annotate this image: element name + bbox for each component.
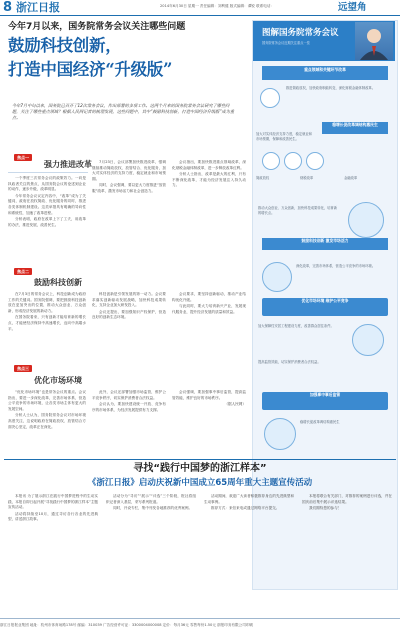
- money-icon: [284, 152, 302, 170]
- document-icon: [260, 88, 280, 108]
- block-title: 鼓励科技创新 激发市场活力: [262, 238, 388, 250]
- paragraph: 同时，开设专栏，集中刊发各地推荐的优秀案例。: [113, 506, 193, 511]
- lead-paragraph: 今年7月中旬以来，国务院已召开了12次常务会议，作出部署的多项工作。这两个月来的国务院常务会议研究了哪些问题，关注了哪些重点领域？根据人民网记者的梳理发现，这些问题中，其中“鼓励科技创新，打造中国经济升级版”成为重点。: [12, 103, 235, 121]
- article-col3-section1: [172, 160, 246, 264]
- paragraph: 会议强调，要加强事中事后监管，提高监管效能，维护良好的市场秩序。: [172, 390, 246, 400]
- bottom-col-2: [106, 494, 196, 614]
- paragraph: 本报将联合有关部门，对推荐的案例进行评选，并在国庆前后集中展示评选结果。: [302, 494, 392, 504]
- paragraph: 今年常务会议议定内容中，“改革”成为了关键词，政府在放权简政、优化服务的同时，推进各类体制机制建设。这类举措具有明确的导向性和系统性，加速了改革进程。: [8, 193, 86, 215]
- article-col2-section1: [92, 160, 166, 264]
- scales-icon: [262, 262, 292, 292]
- block-text: 推动大众创业、万众创新，加快科技成果转化，培育新的增长点。: [258, 206, 338, 215]
- article-col1-section3: [8, 390, 86, 454]
- bottom-divider: [4, 459, 396, 460]
- block-text: 加大保障性安居工程建设力度，改善群众居住条件。: [258, 324, 334, 328]
- article-col2-section2: [92, 292, 166, 362]
- headline-line-2: 打造中国经济“升级版”: [8, 60, 173, 79]
- paragraph: 本报讯 为了展示浙江在践行中国梦进程中的生动实践，本报自即日起开展“寻找践行中国梦的浙江样本”主题宣传活动。: [8, 494, 98, 510]
- divider: [8, 172, 88, 173]
- paragraph: 在国务院看来，只有创新才能培育新的增长点，才能使经济保持中高速增长，迈向中高端水平。: [8, 315, 86, 331]
- paragraph: 一个季度三次常务会议的政策效力。一向是执政者关注的焦点，从国务院会议的论述到企业的动作，逐步升级，改革明显。: [8, 176, 86, 192]
- bottom-subheadline: 《浙江日报》启动庆祝新中国成立65周年重大主题宣传活动: [87, 478, 313, 488]
- section-title-3: 优化市场环境: [34, 376, 82, 385]
- paragraph: 活动将持续至10月，通过寻访各行各业的先进典型，讲述浙江故事。: [8, 511, 98, 522]
- footer-strip: 浙江日报报业集团 地址：杭州市体育场路178号 邮编：310039 广告经营许可证：3300004000008 定价：每月36元 零售每份1.50元 浙报印务有限公司印刷: [0, 618, 400, 631]
- block-title: 稳增长促改革调结构惠民生: [322, 122, 388, 134]
- article-col1-section1: [8, 176, 86, 264]
- paragraph: 会议认为，要加快建设统一开放、竞争有序的市场体系，为经济发展提供有力支撑。: [92, 402, 166, 412]
- headline-line-1: 鼓励科技创新，: [8, 36, 122, 55]
- portrait-image: [355, 22, 393, 60]
- infographic-subtitle: 国务院常务会议近期关注重点一览: [262, 41, 310, 45]
- paragraph: 分析表明，政府在改革上下了工夫，用改革的办法，推进发展，改善民生。: [8, 217, 86, 227]
- headline-kicker: 今年7月以来，国务院常务会议关注哪些问题: [8, 22, 186, 32]
- bottom-headline: 寻找“践行中国梦的浙江样本”: [133, 463, 267, 474]
- house-icon: [352, 324, 384, 356]
- paragraph: 我们期待您的参与！: [309, 506, 342, 511]
- paragraph: 7月23日，会议部署加快推进改革，强调继续推动简政放权、放管结合、优化服务，加大对实体经济的支持力度，稳定就业和市场预期。: [92, 160, 166, 181]
- paragraph: 分析人士认为，国务院常务会议对市场环境高度关注，这说明政府在简政放权、放管结合方面决心坚定，改革正在深化。: [8, 413, 86, 429]
- header-info: 2014年6月30日 星期一 责任编辑：刘利健 版式编辑：谭锐 联系电话：: [160, 4, 275, 8]
- icon-label: 财税改革: [300, 176, 314, 180]
- paragraph: 会议要求，要坚持创新驱动，推动产业结构优化升级。: [172, 292, 246, 302]
- paragraph: 推荐方式：来信来电或通过网络平台提交。: [211, 506, 280, 511]
- block-text: 稳增长促改革调结构惠民生: [300, 420, 340, 424]
- icon-label: 简政放权: [256, 176, 270, 180]
- block-text: 加大对实体经济支持力度，稳定就业和市场预期，保障和改善民生。: [256, 132, 313, 141]
- bottom-col-1: [8, 494, 98, 614]
- page-number: 8: [3, 0, 13, 15]
- paragraph: 同时，会议强调，要以更大力度推进“放管服”改革，激发市场活力和社会创造力。: [92, 183, 166, 193]
- block-text: 深化改革，完善市场体系，营造公平竞争的市场环境。: [296, 264, 376, 268]
- paragraph: 活动期间，欢迎广大读者积极推荐身边的先进典型和生动事例。: [204, 494, 294, 504]
- article-col3-section2: [172, 292, 246, 362]
- bottom-col-3: [204, 494, 294, 614]
- lightbulb-icon: [348, 202, 384, 238]
- section-tag-2: 焦点二: [14, 268, 32, 275]
- newspaper-logo: 浙江日报: [16, 1, 60, 14]
- people-icon: [306, 152, 324, 170]
- paragraph: 此外，会议还部署加强市场监管，维护公平竞争秩序，切实保护消费者合法权益。: [92, 390, 166, 400]
- article-col1-section2: [8, 292, 86, 362]
- paragraph: 会议指出，要加快推进重点领域改革，深化财税金融体制改革，进一步释放改革红利。: [172, 160, 246, 170]
- paragraph: （据人民网）: [224, 402, 246, 407]
- magnifier-icon: [264, 418, 296, 450]
- section-title-1: 强力推进改革: [44, 160, 92, 169]
- paragraph: 与此同时，要大力培育新兴产业，发展现代服务业，提升经济发展的质量和效益。: [172, 304, 246, 314]
- block-title: 优化市场环境 维护公平竞争: [262, 298, 388, 316]
- factory-icon: [262, 152, 280, 170]
- article-col3-section3: [172, 390, 246, 454]
- icon-label: 金融改革: [344, 176, 358, 180]
- block-text: 提高监管效能，切实保护消费者合法权益。: [258, 360, 321, 364]
- infographic-title: 图解国务院常务会议: [262, 28, 339, 38]
- section-title: 远望角: [338, 2, 367, 13]
- block-text: 推进简政放权，加快政府职能转变，深化财税金融体制改革。: [286, 86, 376, 90]
- paragraph: 活动分为“寻访”“展示”“评选”三个阶段，报社将组织记者深入基层，采写系列报道。: [106, 494, 196, 504]
- paragraph: 在7月3日的常务会议上，科技创新成为政府工作的关键词。国务院强调，要把鼓励科技创新放在更加突出的位置，推动大众创业、万众创新，形成经济发展的新动力。: [8, 292, 86, 313]
- paragraph: 分析人士指出，改革是最大的红利，只有不断深化改革，才能为经济发展注入持久动力。: [172, 172, 246, 188]
- paragraph: 科技创新是引领发展的第一动力。会议要求落实创新驱动发展战略，加快科技成果转化，支持企业加大研发投入。: [92, 292, 166, 308]
- block-title: 加强事中事后监管: [262, 392, 388, 410]
- article-col2-section3: [92, 390, 166, 454]
- section-tag-1: 焦点一: [14, 154, 32, 161]
- bottom-col-4: [302, 494, 392, 614]
- section-title-2: 鼓励科技创新: [34, 278, 82, 287]
- person-icon: [355, 22, 393, 60]
- section-tag-3: 焦点三: [14, 365, 32, 372]
- paragraph: 会议还提出，要加强知识产权保护，营造良好的创新生态环境。: [92, 309, 166, 320]
- paragraph: “优化市场环境”也是常务会议的重点。会议指出，要进一步深化改革，完善市场体系，营造公平竞争的市场环境，让各类市场主体有更大的发展空间。: [8, 390, 86, 411]
- block-title: 重点领域和关键环节改革: [304, 67, 346, 72]
